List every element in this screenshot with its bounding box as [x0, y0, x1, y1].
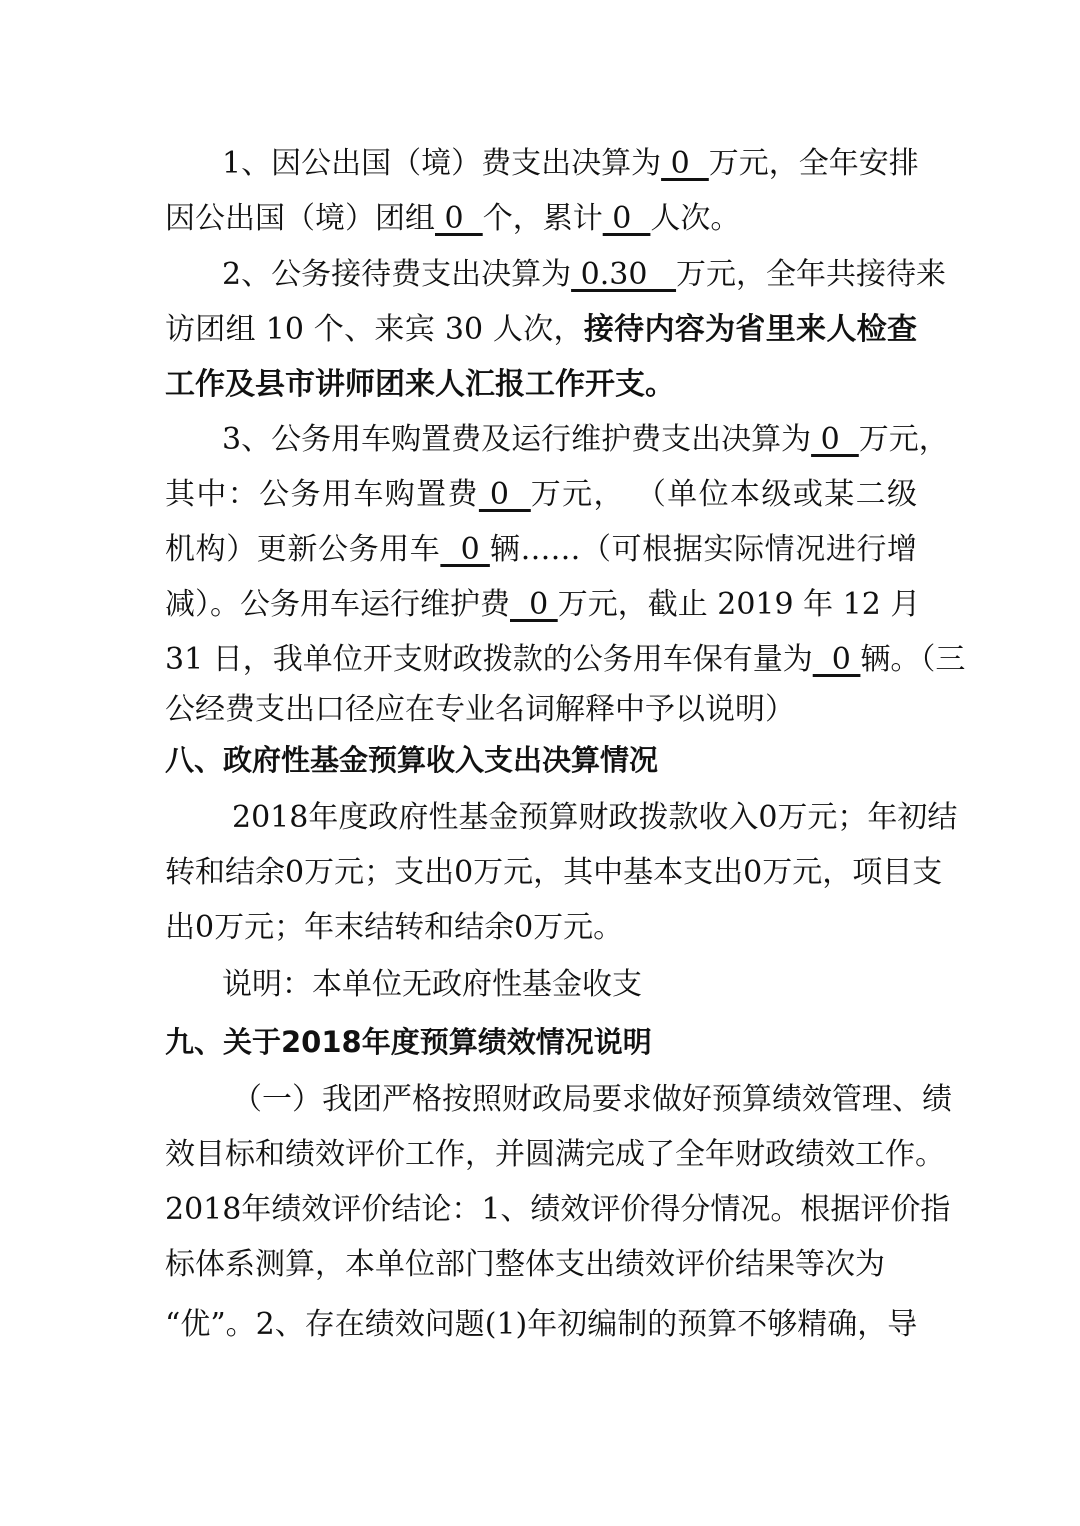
para-vehicle-line-5 — [165, 640, 966, 680]
para-abroad-line-1 — [222, 144, 917, 184]
text: 机构）更新公务用车 — [165, 532, 441, 567]
text: 万元，全年安排 — [708, 146, 919, 181]
reception-amount-value: 0.30 — [571, 257, 677, 292]
vehicle-fleet-value: 0 — [812, 642, 861, 677]
section-9-heading: 九、关于2018年度预算绩效情况说明 — [165, 1025, 652, 1059]
para-abroad-line-2 — [165, 199, 740, 239]
text: 其中：公务用车购置费 — [165, 477, 479, 512]
text: 访团组 10 个、来宾 30 人次， — [165, 312, 584, 347]
abroad-people-value: 0 — [602, 201, 651, 236]
section-8-line-1: 2018年度政府性基金预算财政拨款收入0万元；年初结 — [232, 800, 958, 835]
vehicle-purchase-value: 0 — [478, 477, 531, 512]
abroad-amount-value: 0 — [661, 146, 709, 181]
para-vehicle-line-1 — [222, 420, 949, 460]
section-8-note: 说明：本单位无政府性基金收支 — [222, 967, 642, 1002]
text: 2、公务接待费支出决算为 — [222, 257, 572, 292]
section-9-line-2: 效目标和绩效评价工作，并圆满完成了全年财政绩效工作。 — [165, 1137, 945, 1172]
text: 辆……（可根据实际情况进行增 — [489, 532, 918, 567]
section-8-heading: 八、政府性基金预算收入支出决算情况 — [165, 743, 659, 777]
para-reception-line-2 — [165, 310, 917, 350]
section-9-line-5: “优”。2、存在绩效问题(1)年初编制的预算不够精确，导 — [165, 1307, 918, 1342]
para-vehicle-line-3 — [165, 530, 917, 570]
section-9-line-1: （一）我团严格按照财政局要求做好预算绩效管理、绩 — [232, 1082, 952, 1117]
text: 人次。 — [650, 201, 741, 236]
vehicle-maintenance-value: 0 — [510, 587, 558, 622]
text: 减）。公务用车运行维护费 — [165, 587, 510, 622]
section-9-line-4: 标体系测算，本单位部门整体支出绩效评价结果等次为 — [165, 1247, 885, 1282]
text: 万元，截止 2019 年 12 月 — [557, 587, 921, 622]
text: 万元， — [858, 422, 949, 457]
para-vehicle-line-4 — [165, 585, 921, 625]
text: 因公出国（境）团组 — [165, 201, 435, 236]
vehicle-total-value: 0 — [811, 422, 859, 457]
text: 万元， （单位本级或某二级 — [530, 477, 917, 512]
section-8-line-3: 出0万元；年末结转和结余0万元。 — [165, 910, 624, 945]
bold-text: 接待内容为省里来人检查 — [583, 312, 917, 347]
para-reception-line-3: 工作及县市讲师团来人汇报工作开支。 — [165, 367, 675, 402]
para-vehicle-line-6: 公经费支出口径应在专业名词解释中予以说明） — [165, 692, 795, 727]
section-9-line-3: 2018年绩效评价结论：1、绩效评价得分情况。根据评价指 — [165, 1192, 951, 1227]
text: 辆。（三 — [860, 642, 966, 677]
vehicle-count-value: 0 — [440, 532, 490, 567]
text: 1、因公出国（境）费支出决算为 — [222, 146, 662, 181]
section-8-line-2: 转和结余0万元；支出0万元，其中基本支出0万元，项目支 — [165, 855, 943, 890]
para-vehicle-line-2 — [165, 475, 917, 515]
text: 31 日，我单位开支财政拨款的公务用车保有量为 — [165, 642, 813, 677]
para-reception-line-1 — [222, 255, 947, 295]
abroad-groups-value: 0 — [435, 201, 483, 236]
text: 个，累计 — [482, 201, 603, 236]
text: 3、公务用车购置费及运行维护费支出决算为 — [222, 422, 812, 457]
text: 万元，全年共接待来 — [676, 257, 947, 292]
